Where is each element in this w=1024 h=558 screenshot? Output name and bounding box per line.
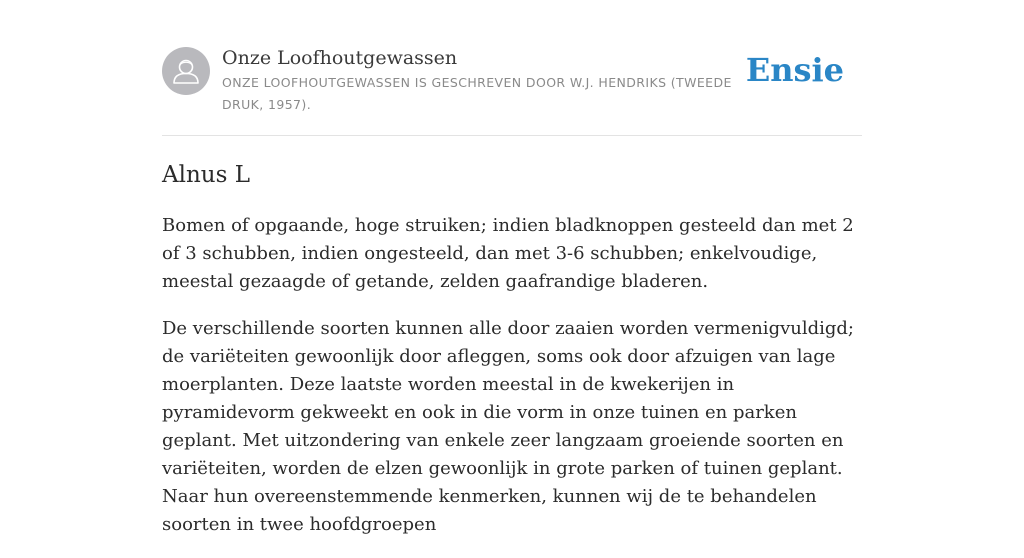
book-subtitle: ONZE LOOFHOUTGEWASSEN IS GESCHREVEN DOOR W.J. HENDRIKS (TWEEDE DRUK, 1957).	[222, 75, 732, 112]
ensie-logo[interactable]: Ensie	[745, 51, 844, 89]
entry-title: Alnus L	[162, 162, 250, 188]
entry-paragraph: De verschillende soorten kunnen alle door zaaien worden vermenigvuldigd; de variëteiten gewoonlijk door afleggen, soms ook door afzuigen van lage moerplanten. Deze laatste worden meestal in de kwekerijen in pyramidevorm gekweekt en ook in die vorm in onze tuinen en parken geplant. Met uitzondering van enkele zeer langzaam groeiende soorten en variëteiten, worden de elzen gewoonlijk in grote parken of tuinen geplant. Naar hun overeenstemmende kenmerken, kunnen wij de te behandelen soorten in twee hoofdgroepen	[162, 318, 854, 535]
user-avatar-icon[interactable]	[162, 47, 210, 95]
book-title[interactable]: Onze Loofhoutgewassen	[222, 47, 458, 69]
header-divider	[162, 135, 862, 136]
book-header	[162, 46, 862, 136]
entry-paragraph: Bomen of opgaande, hoge struiken; indien bladknoppen gesteeld dan met 2 of 3 schubben, indien ongesteeld, dan met 3-6 schubben; enkelvoudige, meestal gezaagde of getande, zelden gaafrandige bladeren.	[162, 215, 854, 292]
entry-content	[162, 158, 862, 558]
